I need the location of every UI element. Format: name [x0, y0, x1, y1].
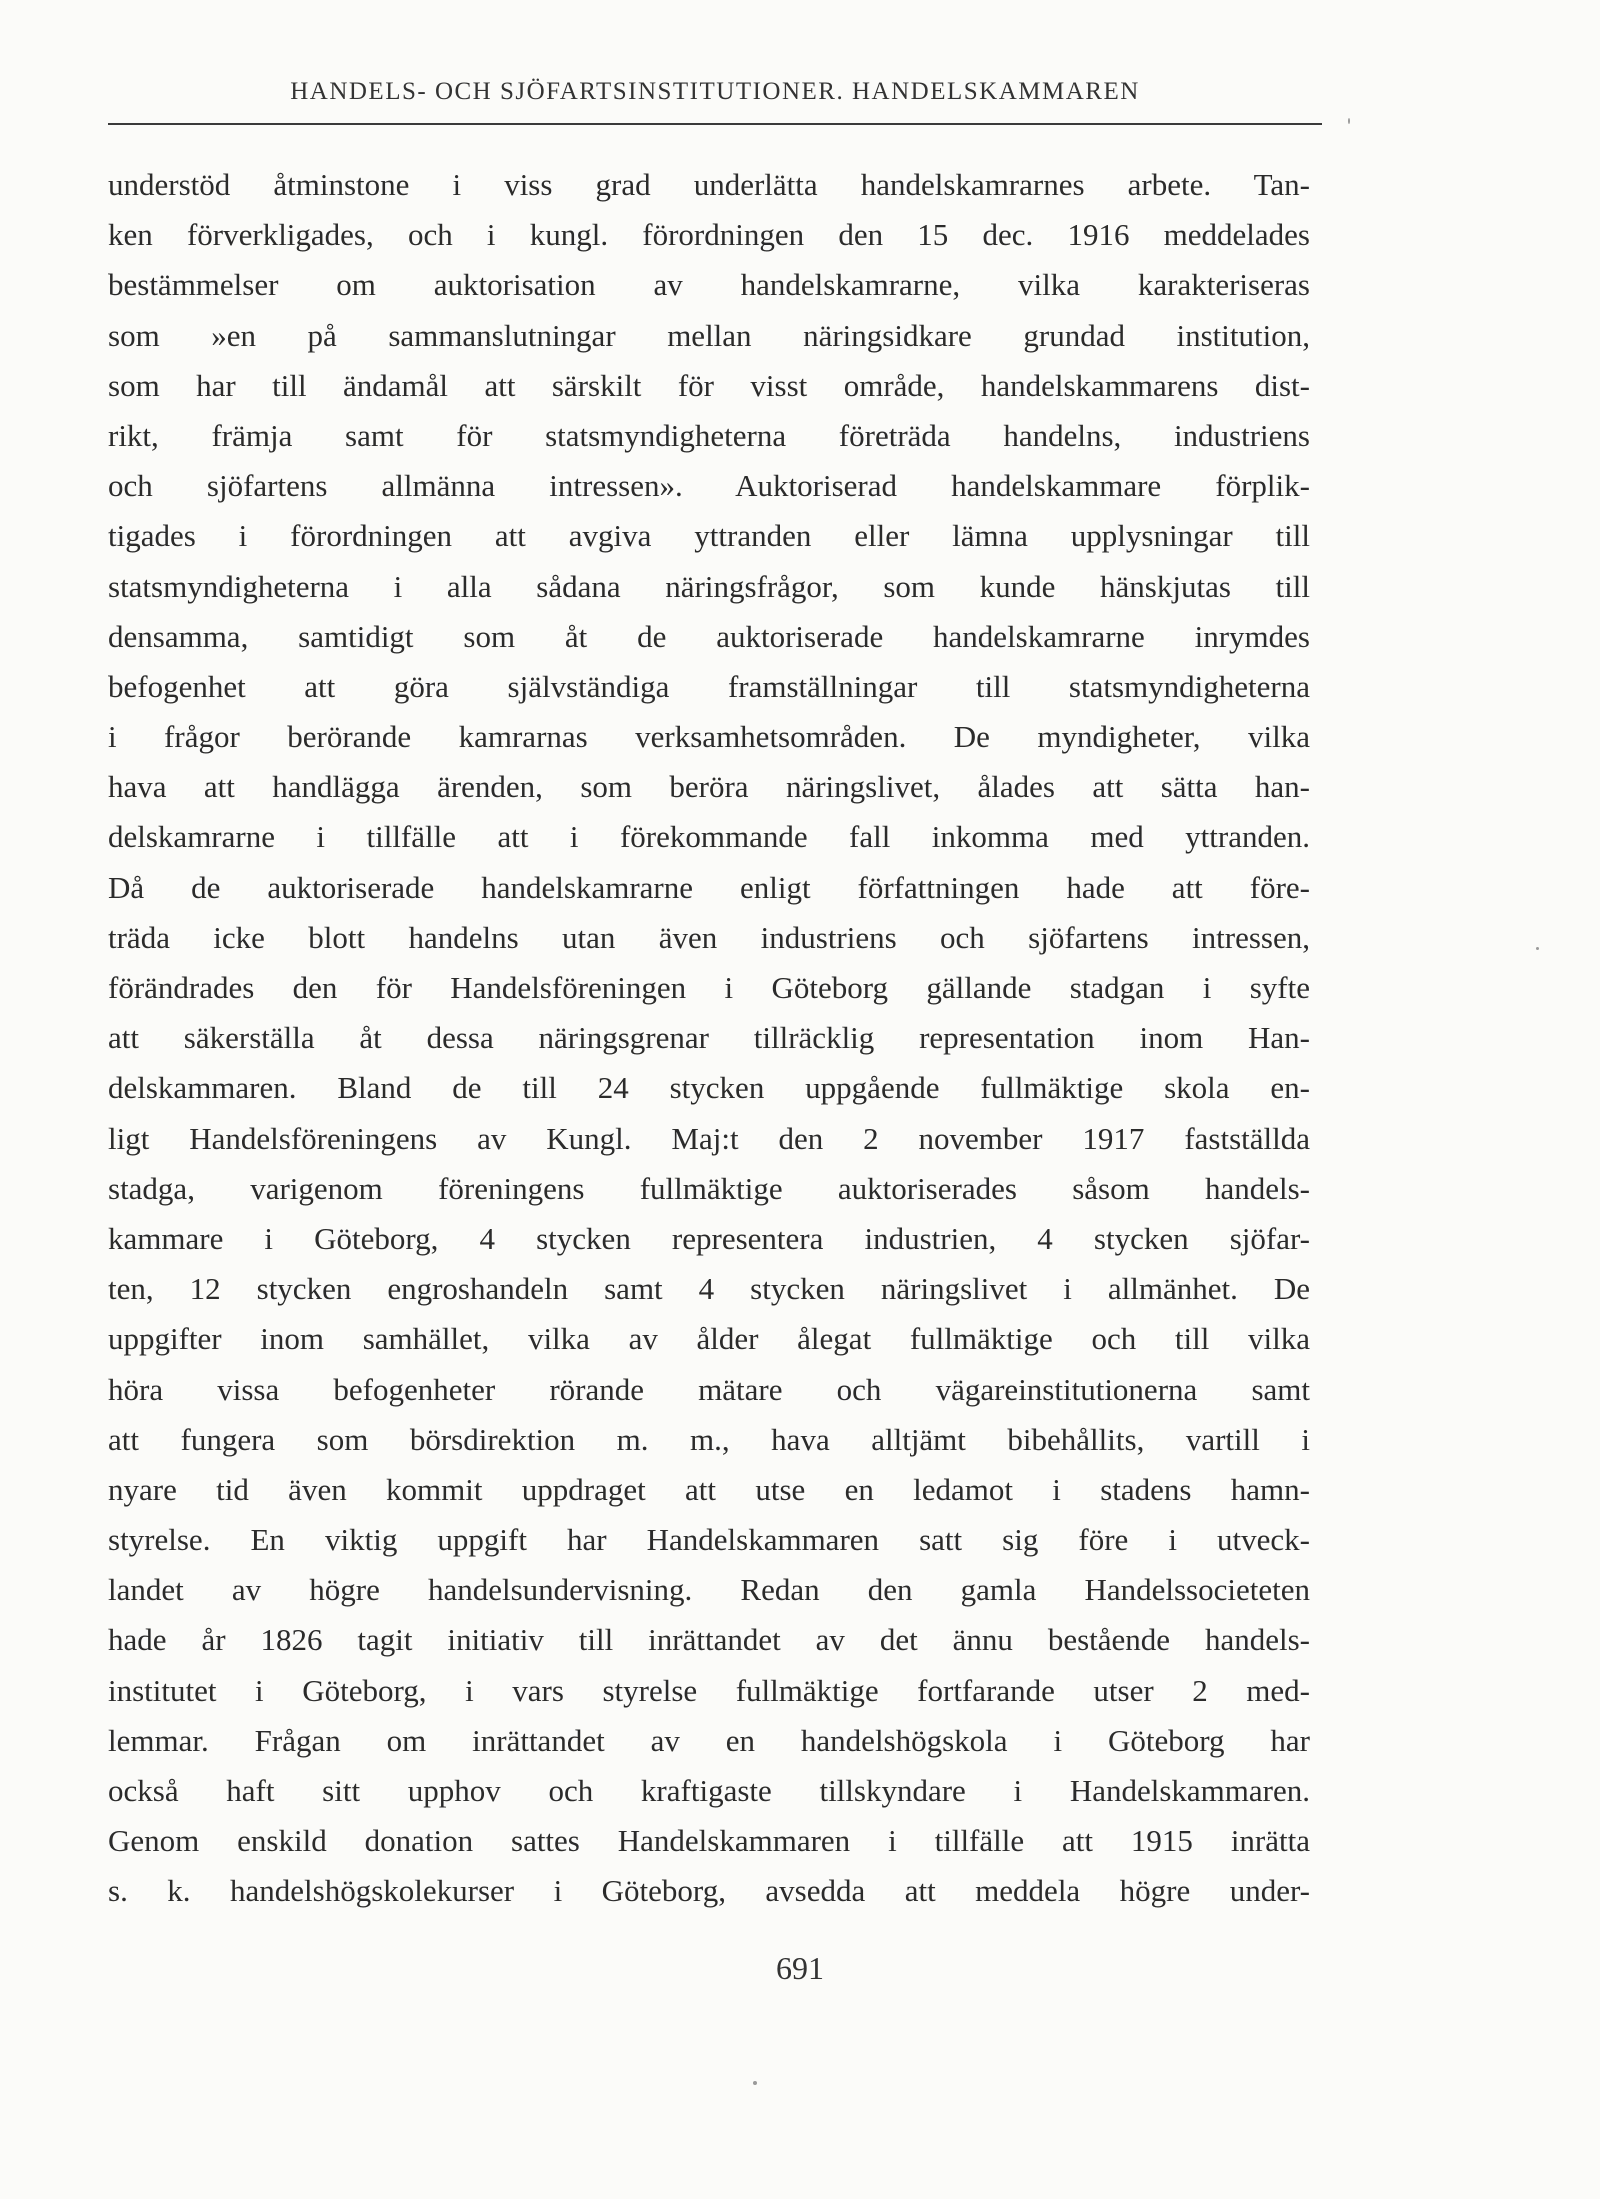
text-line: Genom enskild donation sattes Handelskammaren i tillfälle att 1915 inrätta: [108, 1823, 1310, 1859]
running-header: HANDELS- OCH SJÖFARTSINSTITUTIONER. HANDELSKAMMAREN: [290, 78, 1140, 105]
paper-speck: [753, 2081, 757, 2085]
text-line: densamma, samtidigt som åt de auktoriserade handelskamrarne inrymdes: [108, 618, 1310, 654]
text-line: styrelse. En viktig uppgift har Handelskammaren satt sig före i utveck-: [108, 1522, 1310, 1558]
text-line: delskammaren. Bland de till 24 stycken uppgående fullmäktige skola en-: [108, 1070, 1310, 1106]
text-line: stadga, varigenom föreningens fullmäktige auktoriserades såsom handels-: [108, 1170, 1310, 1206]
text-line: och sjöfartens allmänna intressen». Auktoriserad handelskammare förplik-: [108, 468, 1310, 504]
paper-speck: [1348, 118, 1350, 124]
text-line: understöd åtminstone i viss grad underlätta handelskamrarnes arbete. Tan-: [108, 167, 1310, 202]
text-line: institutet i Göteborg, i vars styrelse fullmäktige fortfarande utser 2 med-: [108, 1672, 1310, 1708]
text-line: i frågor berörande kamrarnas verksamhetsområden. De myndigheter, vilka: [108, 719, 1310, 755]
text-line: som »en på sammanslutningar mellan näringsidkare grundad institution,: [108, 317, 1310, 353]
text-line: uppgifter inom samhället, vilka av ålder ålegat fullmäktige och till vilka: [108, 1321, 1310, 1357]
text-line: nyare tid även kommit uppdraget att utse en ledamot i stadens hamn-: [108, 1471, 1310, 1507]
text-line: ligt Handelsföreningens av Kungl. Maj:t den 2 november 1917 fastställda: [108, 1120, 1310, 1156]
text-line: att fungera som börsdirektion m. m., hava alltjämt bibehållits, vartill i: [108, 1421, 1310, 1457]
text-line: förändrades den för Handelsföreningen i Göteborg gällande stadgan i syfte: [108, 970, 1310, 1005]
text-line: befogenhet att göra självständiga framställningar till statsmyndigheterna: [108, 668, 1310, 704]
text-line: lemmar. Frågan om inrättandet av en handelshögskola i Göteborg har: [108, 1722, 1310, 1758]
header-rule: [108, 123, 1322, 125]
text-line: ten, 12 stycken engroshandeln samt 4 stycken näringslivet i allmänhet. De: [108, 1271, 1310, 1307]
text-line: träda icke blott handelns utan även industriens och sjöfartens intressen,: [108, 919, 1310, 955]
text-line: som har till ändamål att särskilt för visst område, handelskammarens dist-: [108, 367, 1310, 403]
text-line: s. k. handelshögskolekurser i Göteborg, avsedda att meddela högre under-: [108, 1873, 1310, 1909]
text-line: också haft sitt upphov och kraftigaste tillskyndare i Handelskammaren.: [108, 1773, 1310, 1808]
text-line: bestämmelser om auktorisation av handelskamrarne, vilka karakteriseras: [108, 267, 1310, 303]
text-line: hade år 1826 tagit initiativ till inrättandet av det ännu bestående handels-: [108, 1622, 1310, 1658]
text-line: höra vissa befogenheter rörande mätare och vägareinstitutionerna samt: [108, 1371, 1310, 1407]
text-line: tigades i förordningen att avgiva yttranden eller lämna upplysningar till: [108, 518, 1310, 554]
text-line: landet av högre handelsundervisning. Redan den gamla Handelssocieteten: [108, 1572, 1310, 1608]
text-line: rikt, främja samt för statsmyndigheterna företräda handelns, industriens: [108, 417, 1310, 453]
body-paragraph: [108, 160, 1310, 1917]
text-line: hava att handlägga ärenden, som beröra näringslivet, ålades att sätta han-: [108, 769, 1310, 805]
text-line: att säkerställa åt dessa näringsgrenar tillräcklig representation inom Han-: [108, 1020, 1310, 1056]
page-number: 691: [776, 1950, 824, 1986]
text-line: delskamrarne i tillfälle att i förekommande fall inkomma med yttranden.: [108, 819, 1310, 855]
text-line: kammare i Göteborg, 4 stycken representera industrien, 4 stycken sjöfar-: [108, 1220, 1310, 1256]
text-line: Då de auktoriserade handelskamrarne enligt författningen hade att före-: [108, 869, 1310, 905]
paper-speck: [1536, 947, 1539, 950]
text-line: ken förverkligades, och i kungl. förordningen den 15 dec. 1916 meddelades: [108, 217, 1310, 253]
text-line: statsmyndigheterna i alla sådana näringsfrågor, som kunde hänskjutas till: [108, 568, 1310, 604]
